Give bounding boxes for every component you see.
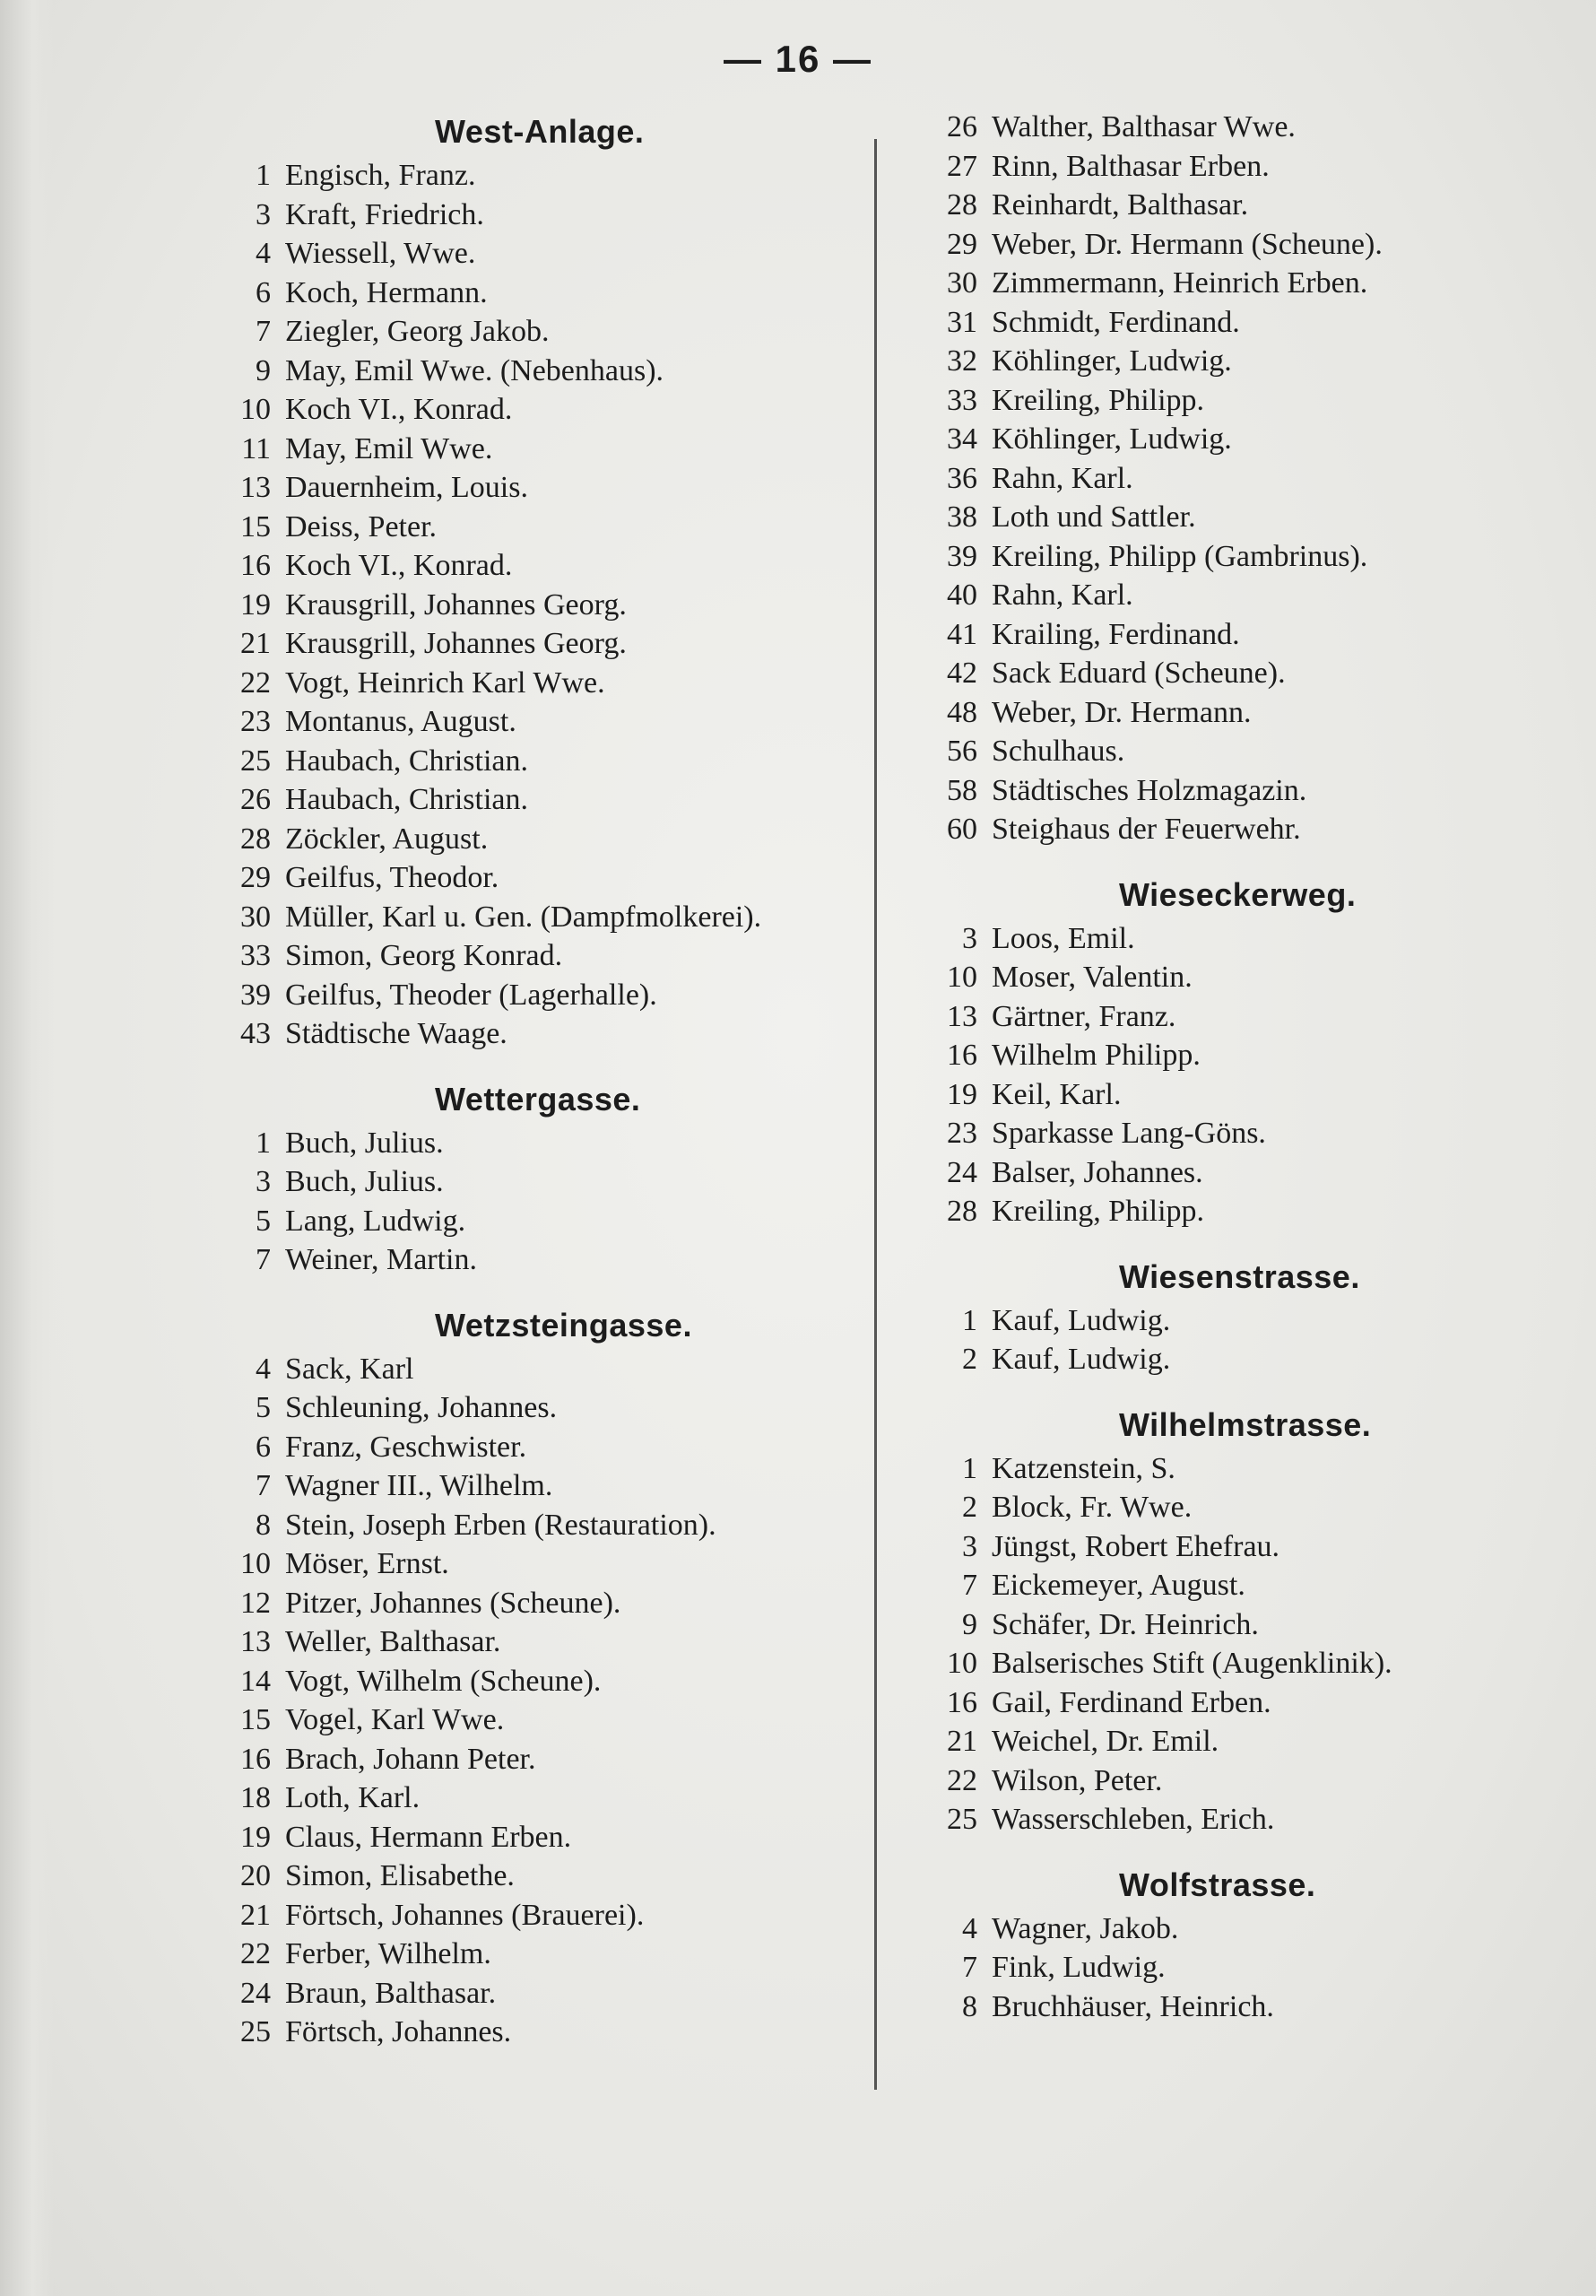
resident-name: Buch, Julius. [285, 1165, 444, 1198]
list-item [215, 1700, 897, 1740]
house-number: 34 [947, 422, 977, 456]
street-section [922, 108, 1567, 849]
resident-name: Lang, Ludwig. [285, 1204, 466, 1238]
house-number: 25 [240, 2015, 271, 2048]
house-number: 4 [256, 1352, 271, 1386]
resident-name: Balserisches Stift (Augenklinik). [992, 1647, 1392, 1680]
resident-name: Wilhelm Philipp. [992, 1039, 1201, 1072]
resident-name: Engisch, Franz. [285, 159, 476, 192]
house-number: 15 [240, 509, 271, 544]
house-number: 30 [240, 900, 271, 934]
resident-name: Rahn, Karl. [992, 578, 1133, 612]
resident-name: Weller, Balthasar. [285, 1625, 501, 1658]
house-number: 24 [947, 1155, 977, 1189]
resident-name: Wiessell, Wwe. [285, 237, 476, 270]
resident-name: Wilson, Peter. [992, 1763, 1163, 1797]
resident-name: Köhlinger, Ludwig. [992, 344, 1232, 378]
house-number: 23 [240, 705, 271, 738]
list-item [215, 234, 897, 274]
house-number: 6 [256, 1430, 271, 1464]
entry-list [922, 1301, 1567, 1379]
left-column [215, 108, 897, 2052]
resident-name: Zöckler, August. [285, 822, 489, 856]
list-item [215, 820, 897, 859]
list-item [215, 858, 897, 898]
house-number: 22 [947, 1763, 977, 1797]
house-number: 7 [256, 1243, 271, 1276]
resident-name: Schmidt, Ferdinand. [992, 305, 1240, 339]
house-number: 40 [947, 578, 977, 612]
resident-name: Müller, Karl u. Gen. (Dampfmolkerei). [285, 900, 762, 934]
street-section [215, 108, 897, 1054]
resident-name: Förtsch, Johannes (Brauerei). [285, 1898, 645, 1932]
resident-name: Wagner, Jakob. [992, 1911, 1179, 1945]
house-number: 26 [240, 783, 271, 816]
resident-name: Claus, Hermann Erben. [285, 1820, 572, 1854]
house-number: 13 [240, 471, 271, 504]
house-number: 1 [256, 159, 271, 192]
resident-name: Rinn, Balthasar Erben. [992, 149, 1270, 183]
list-item [215, 1818, 897, 1857]
resident-name: Krausgrill, Johannes Georg. [285, 627, 627, 660]
list-item [922, 1192, 1567, 1231]
resident-name: Geilfus, Theodor. [285, 861, 499, 894]
list-item [215, 898, 897, 937]
house-number: 28 [240, 822, 271, 856]
house-number: 16 [240, 549, 271, 582]
resident-name: Gärtner, Franz. [992, 999, 1176, 1033]
list-item [215, 2013, 897, 2052]
house-number: 3 [962, 1529, 977, 1563]
list-item [215, 1740, 897, 1779]
house-number: 16 [240, 1742, 271, 1776]
resident-name: Loos, Emil. [992, 921, 1135, 955]
list-item [215, 1350, 897, 1389]
house-number: 3 [256, 1165, 271, 1198]
resident-name: Weber, Dr. Hermann (Scheune). [992, 227, 1383, 261]
list-item [215, 312, 897, 352]
resident-name: Kauf, Ludwig. [992, 1343, 1171, 1376]
house-number: 36 [947, 461, 977, 495]
resident-name: Schäfer, Dr. Heinrich. [992, 1607, 1259, 1641]
entry-list [215, 1350, 897, 2052]
list-item [215, 274, 897, 313]
list-item [215, 1466, 897, 1506]
section-gap [922, 1839, 1567, 1861]
list-item [922, 303, 1567, 343]
list-item [922, 1114, 1567, 1153]
list-item [215, 664, 897, 703]
resident-name: Haubach, Christian. [285, 783, 528, 816]
resident-name: Sack, Karl [285, 1352, 414, 1386]
house-number: 7 [962, 1951, 977, 1984]
house-number: 39 [947, 539, 977, 573]
list-item [215, 1857, 897, 1896]
house-number: 18 [240, 1781, 271, 1814]
resident-name: Haubach, Christian. [285, 744, 528, 778]
resident-name: Weiner, Martin. [285, 1243, 477, 1276]
resident-name: Braun, Balthasar. [285, 1976, 497, 2010]
house-number: 2 [962, 1491, 977, 1524]
resident-name: Koch VI., Konrad. [285, 549, 513, 582]
section-gap [922, 849, 1567, 871]
street-section [922, 871, 1567, 1231]
house-number: 28 [947, 1195, 977, 1228]
list-item [922, 810, 1567, 849]
house-number: 21 [240, 1898, 271, 1932]
resident-name: Förtsch, Johannes. [285, 2015, 512, 2048]
street-title: Wetzsteingasse. [435, 1306, 692, 1344]
entry-list [215, 156, 897, 1054]
house-number: 25 [240, 744, 271, 778]
house-number: 25 [947, 1803, 977, 1836]
list-item [215, 1162, 897, 1202]
list-item [922, 732, 1567, 771]
street-title: West-Anlage. [435, 113, 645, 150]
resident-name: Ziegler, Georg Jakob. [285, 315, 550, 348]
house-number: 58 [947, 773, 977, 807]
street-section [215, 1301, 897, 2052]
list-item [215, 156, 897, 196]
section-gap [215, 1280, 897, 1301]
list-item [215, 1544, 897, 1584]
house-number: 26 [947, 110, 977, 144]
list-item [922, 498, 1567, 537]
list-item [922, 186, 1567, 225]
house-number: 7 [256, 1469, 271, 1502]
list-item [922, 1340, 1567, 1379]
list-item [215, 430, 897, 469]
list-item [922, 1644, 1567, 1683]
house-number: 8 [256, 1508, 271, 1542]
list-item [215, 624, 897, 664]
house-number: 16 [947, 1685, 977, 1719]
house-number: 10 [240, 393, 271, 426]
resident-name: Eickemeyer, August. [992, 1569, 1245, 1602]
resident-name: Simon, Georg Konrad. [285, 939, 563, 972]
resident-name: Sack Eduard (Scheune). [992, 657, 1286, 690]
list-item [215, 1388, 897, 1428]
page-number: — 16 — [723, 38, 873, 80]
house-number: 20 [240, 1859, 271, 1892]
entry-list [922, 108, 1567, 849]
house-number: 6 [256, 275, 271, 309]
resident-name: Buch, Julius. [285, 1126, 444, 1160]
list-item [922, 919, 1567, 959]
street-title: Wieseckerweg. [1119, 875, 1357, 913]
house-number: 19 [947, 1077, 977, 1111]
street-title: Wiesenstrasse. [1119, 1257, 1360, 1295]
list-item [215, 1506, 897, 1545]
street-section [215, 1075, 897, 1280]
house-number: 32 [947, 344, 977, 378]
resident-name: Montanus, August. [285, 705, 516, 738]
street-section [922, 1253, 1567, 1379]
list-item [215, 742, 897, 781]
house-number: 3 [256, 197, 271, 231]
house-number: 23 [947, 1117, 977, 1150]
resident-name: Vogt, Heinrich Karl Wwe. [285, 665, 605, 700]
list-item [215, 936, 897, 976]
list-item [215, 196, 897, 235]
resident-name: Kraft, Friedrich. [285, 197, 484, 231]
resident-name: Brach, Johann Peter. [285, 1742, 536, 1776]
resident-name: Fink, Ludwig. [992, 1951, 1166, 1984]
house-number: 13 [947, 999, 977, 1033]
list-item [215, 1779, 897, 1818]
house-number: 9 [256, 353, 271, 387]
resident-name: Rahn, Karl. [992, 461, 1133, 495]
house-number: 27 [947, 149, 977, 183]
house-number: 21 [240, 627, 271, 660]
list-item [922, 381, 1567, 421]
list-item [215, 702, 897, 742]
house-number: 9 [962, 1607, 977, 1641]
house-number: 24 [240, 1976, 271, 2010]
resident-name: Kreiling, Philipp (Gambrinus). [992, 539, 1368, 573]
resident-name: Sparkasse Lang-Göns. [992, 1117, 1266, 1150]
list-item [215, 586, 897, 625]
list-item [922, 771, 1567, 811]
resident-name: Weichel, Dr. Emil. [992, 1725, 1219, 1758]
resident-name: Zimmermann, Heinrich Erben. [992, 266, 1368, 300]
list-item [215, 546, 897, 586]
house-number: 15 [240, 1703, 271, 1736]
resident-name: Wagner III., Wilhelm. [285, 1469, 553, 1502]
street-section [922, 1861, 1567, 2027]
page-gutter-shadow [0, 0, 54, 2296]
resident-name: Krausgrill, Johannes Georg. [285, 587, 627, 622]
list-item [922, 1683, 1567, 1723]
house-number: 1 [962, 1303, 977, 1337]
list-item [922, 1449, 1567, 1489]
list-item [922, 264, 1567, 303]
resident-name: Gail, Ferdinand Erben. [992, 1685, 1271, 1719]
list-item [922, 1301, 1567, 1341]
resident-name: Geilfus, Theoder (Lagerhalle). [285, 978, 657, 1012]
list-item [215, 976, 897, 1015]
list-item [922, 1909, 1567, 1949]
resident-name: Deiss, Peter. [285, 509, 438, 544]
list-item [922, 459, 1567, 499]
resident-name: Bruchhäuser, Heinrich. [992, 1989, 1274, 2023]
house-number: 4 [962, 1911, 977, 1945]
list-item [215, 468, 897, 508]
resident-name: Moser, Valentin. [992, 961, 1193, 994]
list-item [922, 1036, 1567, 1075]
resident-name: Kreiling, Philipp. [992, 1195, 1205, 1228]
list-item [922, 1987, 1567, 2027]
resident-name: Vogel, Karl Wwe. [285, 1703, 505, 1736]
list-item [215, 1240, 897, 1280]
house-number: 38 [947, 500, 977, 534]
list-item [922, 1761, 1567, 1801]
resident-name: Städtisches Holzmagazin. [992, 773, 1307, 807]
house-number: 4 [256, 237, 271, 270]
resident-name: Koch, Hermann. [285, 275, 488, 309]
list-item [922, 654, 1567, 693]
list-item [215, 1662, 897, 1701]
list-item [922, 1722, 1567, 1761]
list-item [922, 108, 1567, 147]
list-item [215, 352, 897, 391]
house-number: 16 [947, 1039, 977, 1072]
resident-name: Steighaus der Feuerwehr. [992, 813, 1301, 846]
column-divider [874, 139, 877, 2090]
list-item [922, 997, 1567, 1037]
house-number: 33 [240, 939, 271, 972]
list-item [215, 1896, 897, 1935]
resident-name: Simon, Elisabethe. [285, 1859, 515, 1892]
list-item [922, 342, 1567, 381]
resident-name: Vogt, Wilhelm (Scheune). [285, 1664, 602, 1698]
resident-name: Loth und Sattler. [992, 500, 1196, 534]
resident-name: Schulhaus. [992, 735, 1125, 768]
list-item [922, 1488, 1567, 1527]
list-item [215, 1124, 897, 1163]
resident-name: Franz, Geschwister. [285, 1430, 527, 1464]
house-number: 29 [947, 227, 977, 261]
entry-list [922, 1909, 1567, 2027]
resident-name: Weber, Dr. Hermann. [992, 695, 1252, 729]
list-item [922, 958, 1567, 997]
resident-name: Balser, Johannes. [992, 1155, 1203, 1189]
resident-name: Dauernheim, Louis. [285, 471, 528, 504]
house-number: 41 [947, 617, 977, 651]
list-item [922, 225, 1567, 265]
street-section [922, 1401, 1567, 1839]
resident-name: Wasserschleben, Erich. [992, 1803, 1275, 1836]
house-number: 10 [947, 1647, 977, 1680]
resident-name: Koch VI., Konrad. [285, 393, 513, 426]
list-item [215, 780, 897, 820]
house-number: 1 [256, 1126, 271, 1160]
list-item [922, 693, 1567, 733]
house-number: 5 [256, 1204, 271, 1238]
street-title: Wolfstrasse. [1119, 1866, 1316, 1903]
resident-name: Städtische Waage. [285, 1017, 507, 1050]
house-number: 48 [947, 695, 977, 729]
house-number: 8 [962, 1989, 977, 2023]
right-column [922, 108, 1567, 2026]
list-item [922, 420, 1567, 459]
house-number: 10 [240, 1547, 271, 1580]
section-gap [215, 1054, 897, 1075]
section-gap [922, 1379, 1567, 1401]
house-number: 56 [947, 735, 977, 768]
house-number: 14 [240, 1664, 271, 1698]
list-item [215, 1622, 897, 1662]
resident-name: Block, Fr. Wwe. [992, 1491, 1193, 1524]
resident-name: Kauf, Ludwig. [992, 1303, 1171, 1337]
house-number: 19 [240, 1820, 271, 1854]
street-title: Wilhelmstrasse. [1119, 1405, 1372, 1443]
house-number: 7 [962, 1569, 977, 1602]
house-number: 31 [947, 305, 977, 339]
list-item [922, 1153, 1567, 1193]
house-number: 10 [947, 961, 977, 994]
list-item [215, 390, 897, 430]
house-number: 43 [240, 1017, 271, 1050]
resident-name: Jüngst, Robert Ehefrau. [992, 1529, 1280, 1563]
resident-name: May, Emil Wwe. (Nebenhaus). [285, 353, 664, 387]
house-number: 5 [256, 1391, 271, 1424]
list-item [922, 615, 1567, 655]
house-number: 33 [947, 383, 977, 417]
list-item [922, 1800, 1567, 1839]
entry-list [922, 1449, 1567, 1839]
section-gap [922, 1231, 1567, 1253]
resident-name: May, Emil Wwe. [285, 431, 493, 465]
list-item [215, 508, 897, 547]
list-item [215, 1935, 897, 1974]
list-item [922, 1527, 1567, 1567]
entry-list [922, 919, 1567, 1231]
house-number: 2 [962, 1343, 977, 1376]
resident-name: Möser, Ernst. [285, 1547, 449, 1580]
list-item [215, 1974, 897, 2013]
list-item [922, 537, 1567, 577]
list-item [922, 147, 1567, 187]
street-title: Wettergasse. [435, 1080, 641, 1118]
house-number: 11 [241, 431, 271, 465]
resident-name: Keil, Karl. [992, 1077, 1122, 1111]
house-number: 3 [962, 921, 977, 955]
resident-name: Pitzer, Johannes (Scheune). [285, 1586, 621, 1620]
house-number: 42 [947, 657, 977, 690]
house-number: 29 [240, 861, 271, 894]
house-number: 22 [240, 1937, 271, 1970]
resident-name: Köhlinger, Ludwig. [992, 422, 1232, 456]
house-number: 19 [240, 587, 271, 622]
list-item [215, 1584, 897, 1623]
resident-name: Loth, Karl. [285, 1781, 421, 1814]
house-number: 22 [240, 665, 271, 700]
resident-name: Walther, Balthasar Wwe. [992, 110, 1296, 144]
list-item [922, 1948, 1567, 1987]
house-number: 60 [947, 813, 977, 846]
resident-name: Kreiling, Philipp. [992, 383, 1205, 417]
resident-name: Krailing, Ferdinand. [992, 617, 1240, 651]
house-number: 12 [240, 1586, 271, 1620]
list-item [215, 1428, 897, 1467]
list-item [922, 1605, 1567, 1645]
house-number: 1 [962, 1451, 977, 1485]
house-number: 28 [947, 188, 977, 222]
list-item [922, 1075, 1567, 1115]
house-number: 30 [947, 266, 977, 300]
list-item [922, 576, 1567, 615]
house-number: 7 [256, 315, 271, 348]
house-number: 13 [240, 1625, 271, 1658]
list-item [215, 1014, 897, 1054]
list-item [922, 1566, 1567, 1605]
resident-name: Schleuning, Johannes. [285, 1391, 558, 1424]
resident-name: Katzenstein, S. [992, 1451, 1175, 1485]
house-number: 21 [947, 1725, 977, 1758]
resident-name: Stein, Joseph Erben (Restauration). [285, 1508, 716, 1542]
resident-name: Reinhardt, Balthasar. [992, 188, 1249, 222]
house-number: 39 [240, 978, 271, 1012]
list-item [215, 1202, 897, 1241]
entry-list [215, 1124, 897, 1280]
resident-name: Ferber, Wilhelm. [285, 1937, 491, 1970]
